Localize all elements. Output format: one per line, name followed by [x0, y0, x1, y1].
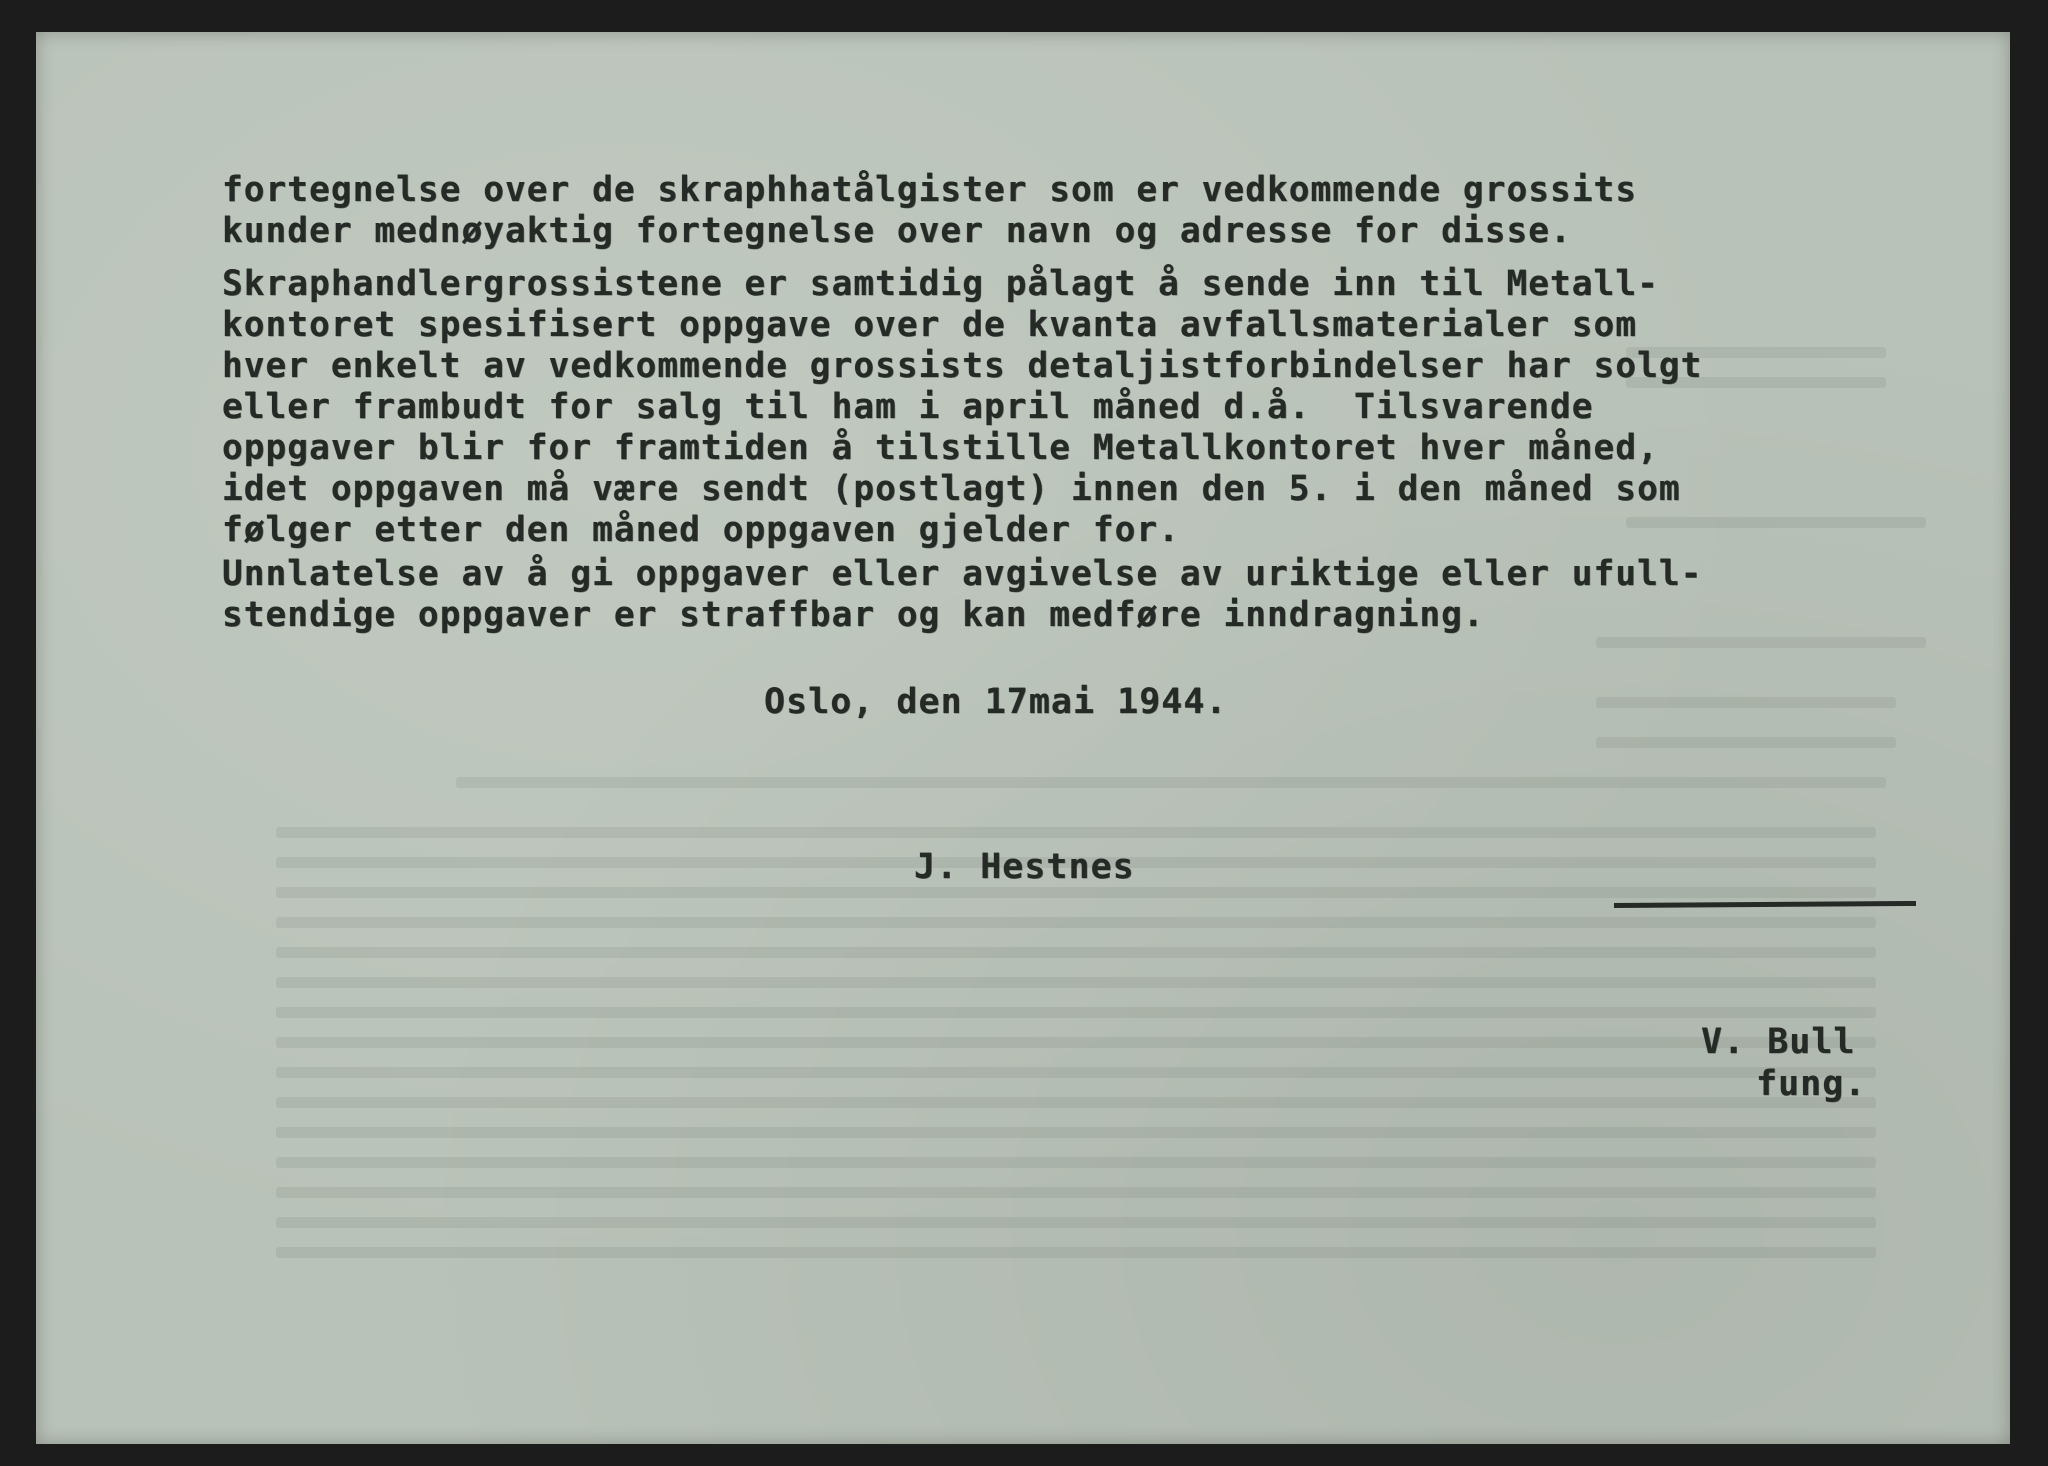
signatory-right-title: fung.: [1756, 1064, 1867, 1104]
paragraph-2-line-2: kontoret spesifisert oppgave over de kvanta avfallsmaterialer som: [222, 305, 1638, 345]
signature-line: [1614, 901, 1916, 908]
paragraph-3: [222, 554, 1702, 636]
paragraph-1-line-1: fortegnelse over de skraphhatålgister som er vedkommende grossits: [222, 170, 1638, 210]
paragraph-2-line-7: følger etter den måned oppgaven gjelder for.: [222, 510, 1180, 550]
paragraph-2-line-6: idet oppgaven må være sendt (postlagt) innen den 5. i den måned som: [222, 469, 1681, 509]
paragraph-2-line-1: Skraphandlergrossistene er samtidig pålagt å sende inn til Metall-: [222, 264, 1659, 304]
place-and-date: Oslo, den 17mai 1944.: [764, 682, 1228, 722]
paragraph-2-line-3: hver enkelt av vedkommende grossists detaljistforbindelser har solgt: [222, 346, 1703, 386]
signatory-left: J. Hestnes: [914, 847, 1135, 887]
paragraph-2-line-5: oppgaver blir for framtiden å tilstille Metallkontoret hver måned,: [222, 428, 1659, 468]
signatory-right-name: V. Bull: [1701, 1022, 1856, 1062]
paragraph-3-line-2: stendige oppgaver er straffbar og kan medføre inndragning.: [222, 595, 1485, 635]
paragraph-1-line-2: kunder mednøyaktig fortegnelse over navn og adresse for disse.: [222, 211, 1572, 251]
paragraph-2-line-4: eller frambudt for salg til ham i april måned d.å. Tilsvarende: [222, 387, 1594, 427]
paragraph-2: [222, 264, 1702, 551]
paragraph-1: [222, 170, 1637, 252]
paragraph-3-line-1: Unnlatelse av å gi oppgaver eller avgivelse av uriktige eller ufull-: [222, 554, 1703, 594]
document-page: [36, 32, 2010, 1444]
